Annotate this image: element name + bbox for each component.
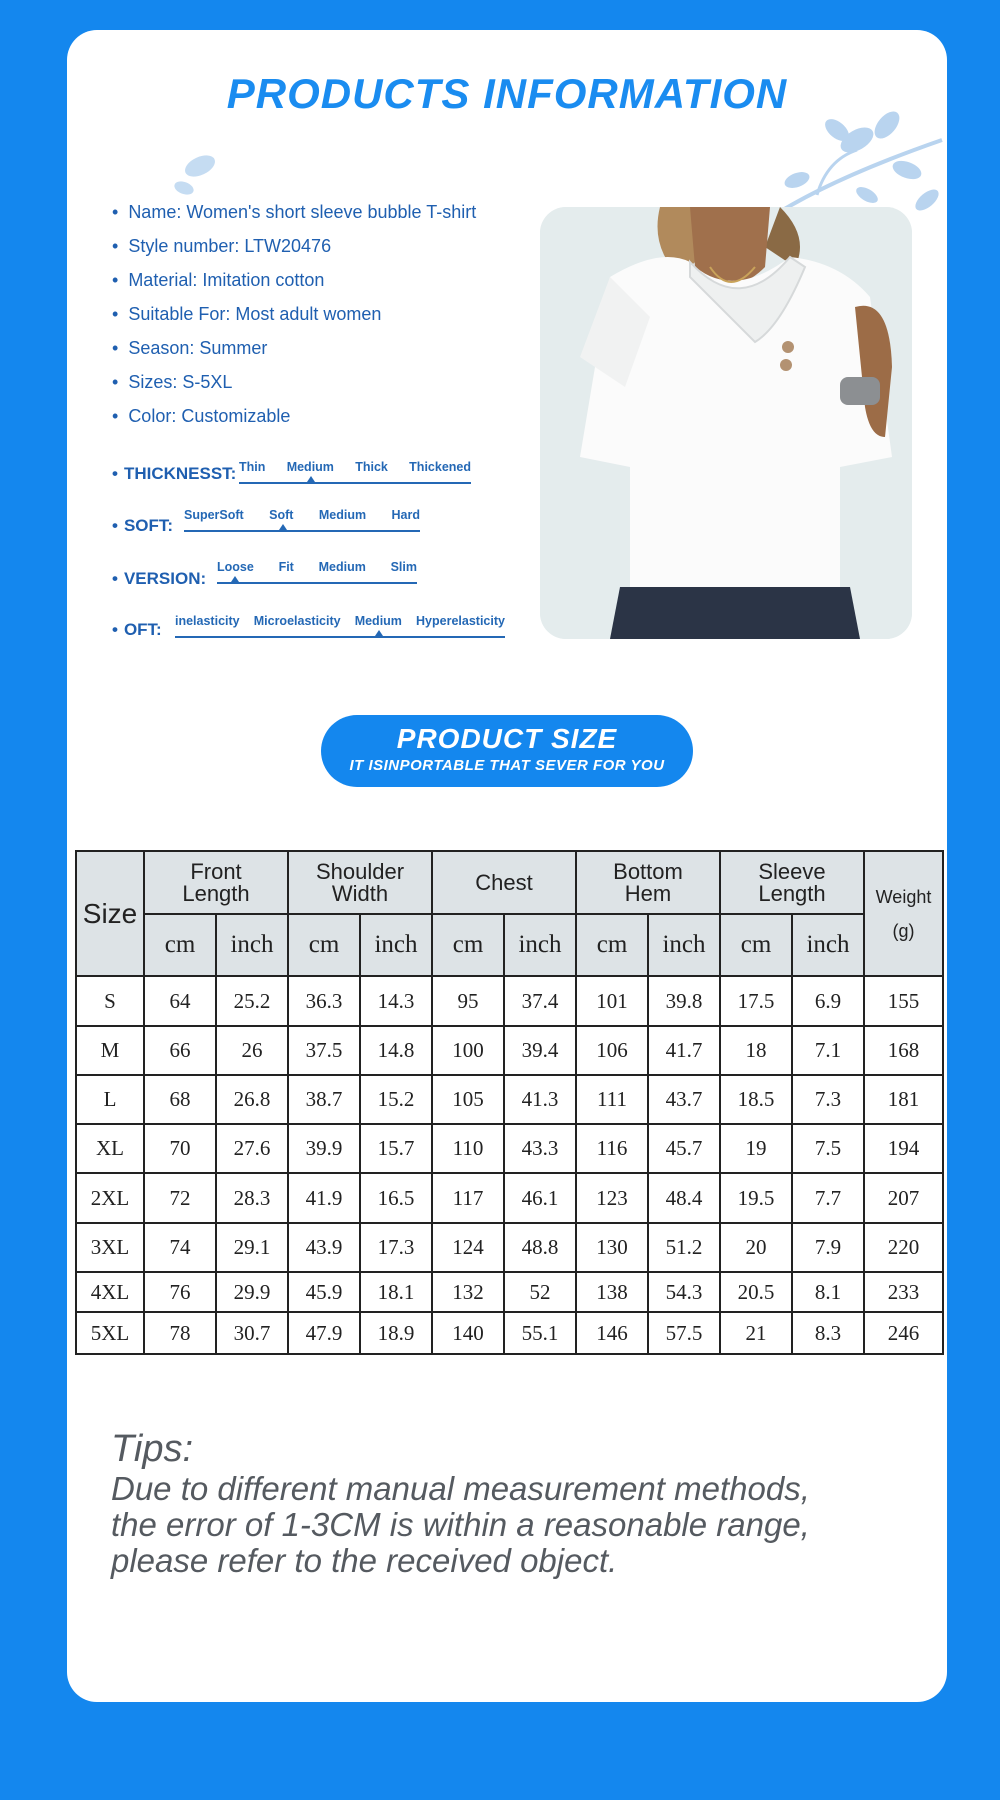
table-cell: 181 xyxy=(864,1075,943,1124)
table-cell: 39.8 xyxy=(648,976,720,1026)
table-cell: 111 xyxy=(576,1075,648,1124)
table-row xyxy=(76,1075,943,1124)
scale-selected-marker xyxy=(375,630,383,636)
size-cell: 4XL xyxy=(76,1272,144,1312)
table-cell: 123 xyxy=(576,1173,648,1223)
table-cell: 41.7 xyxy=(648,1026,720,1075)
table-cell: 46.1 xyxy=(504,1173,576,1223)
scale-thickness-track xyxy=(239,460,471,490)
table-cell: 7.5 xyxy=(792,1124,864,1173)
unit-inch: inch xyxy=(360,914,432,976)
scale-option: Thickened xyxy=(409,460,471,474)
scale-option: Microelasticity xyxy=(253,614,341,628)
table-cell: 17.5 xyxy=(720,976,792,1026)
tips-line: Due to different manual measurement methods, xyxy=(111,1470,810,1507)
table-cell: 39.4 xyxy=(504,1026,576,1075)
table-cell: 70 xyxy=(144,1124,216,1173)
table-cell: 146 xyxy=(576,1312,648,1354)
table-row xyxy=(76,1312,943,1354)
product-info-list xyxy=(112,195,476,433)
woman-tshirt-illustration xyxy=(540,207,912,639)
table-cell: 38.7 xyxy=(288,1075,360,1124)
info-color: • Color: Customizable xyxy=(112,399,476,433)
table-cell: 28.3 xyxy=(216,1173,288,1223)
table-cell: 220 xyxy=(864,1223,943,1272)
scale-line xyxy=(239,482,471,484)
unit-inch: inch xyxy=(504,914,576,976)
page-title: PRODUCTS INFORMATION xyxy=(226,70,788,117)
table-row xyxy=(76,976,943,1026)
table-cell: 36.3 xyxy=(288,976,360,1026)
scale-soft-track xyxy=(184,508,420,538)
table-cell: 78 xyxy=(144,1312,216,1354)
table-cell: 37.5 xyxy=(288,1026,360,1075)
table-cell: 7.7 xyxy=(792,1173,864,1223)
table-cell: 14.3 xyxy=(360,976,432,1026)
table-cell: 168 xyxy=(864,1026,943,1075)
table-cell: 57.5 xyxy=(648,1312,720,1354)
table-cell: 8.3 xyxy=(792,1312,864,1354)
table-row xyxy=(76,1026,943,1075)
table-cell: 105 xyxy=(432,1075,504,1124)
table-cell: 30.7 xyxy=(216,1312,288,1354)
table-cell: 14.8 xyxy=(360,1026,432,1075)
table-cell: 29.9 xyxy=(216,1272,288,1312)
table-cell: 25.2 xyxy=(216,976,288,1026)
table-cell: 37.4 xyxy=(504,976,576,1026)
table-cell: 19 xyxy=(720,1124,792,1173)
table-cell: 8.1 xyxy=(792,1272,864,1312)
scale-selected-marker xyxy=(279,524,287,530)
table-cell: 51.2 xyxy=(648,1223,720,1272)
table-cell: 7.9 xyxy=(792,1223,864,1272)
table-row xyxy=(76,1173,943,1223)
info-name: • Name: Women's short sleeve bubble T-shirt xyxy=(112,195,476,229)
table-cell: 124 xyxy=(432,1223,504,1272)
table-row xyxy=(76,1124,943,1173)
chest-header: Chest xyxy=(432,851,576,914)
product-size-banner xyxy=(321,715,693,787)
table-cell: 18.5 xyxy=(720,1075,792,1124)
unit-inch: inch xyxy=(792,914,864,976)
table-cell: 45.9 xyxy=(288,1272,360,1312)
unit-inch: inch xyxy=(216,914,288,976)
table-row xyxy=(76,1223,943,1272)
size-header: Size xyxy=(76,851,144,976)
table-cell: 106 xyxy=(576,1026,648,1075)
scale-option: Thin xyxy=(239,460,266,474)
table-cell: 48.8 xyxy=(504,1223,576,1272)
table-cell: 101 xyxy=(576,976,648,1026)
table-cell: 68 xyxy=(144,1075,216,1124)
table-cell: 74 xyxy=(144,1223,216,1272)
table-cell: 155 xyxy=(864,976,943,1026)
shoulder-width-header: Shoulder Width xyxy=(288,851,432,914)
product-size-title: PRODUCT SIZE xyxy=(396,723,618,754)
info-suitable-for: • Suitable For: Most adult women xyxy=(112,297,476,331)
scale-option: Hard xyxy=(391,508,420,522)
scale-thickness-label: • THICKNESST: xyxy=(112,464,236,484)
scale-soft-label: • SOFT: xyxy=(112,516,173,536)
scale-option: Loose xyxy=(217,560,254,574)
table-cell: 140 xyxy=(432,1312,504,1354)
table-cell: 26 xyxy=(216,1026,288,1075)
table-cell: 20.5 xyxy=(720,1272,792,1312)
scale-selected-marker xyxy=(231,576,239,582)
front-length-header: Front Length xyxy=(144,851,288,914)
scale-option: Medium xyxy=(318,508,367,522)
table-cell: 17.3 xyxy=(360,1223,432,1272)
info-sizes: • Sizes: S-5XL xyxy=(112,365,476,399)
scale-option: Fit xyxy=(278,560,294,574)
table-cell: 43.3 xyxy=(504,1124,576,1173)
tips-line: please refer to the received object. xyxy=(111,1542,618,1579)
scale-version-track xyxy=(217,560,417,590)
table-cell: 95 xyxy=(432,976,504,1026)
size-cell: S xyxy=(76,976,144,1026)
table-cell: 21 xyxy=(720,1312,792,1354)
table-cell: 100 xyxy=(432,1026,504,1075)
product-photo xyxy=(540,207,912,639)
scale-option: inelasticity xyxy=(175,614,240,628)
size-cell: 2XL xyxy=(76,1173,144,1223)
table-cell: 45.7 xyxy=(648,1124,720,1173)
table-cell: 47.9 xyxy=(288,1312,360,1354)
info-style-number: • Style number: LTW20476 xyxy=(112,229,476,263)
table-cell: 66 xyxy=(144,1026,216,1075)
table-cell: 18 xyxy=(720,1026,792,1075)
unit-cm: cm xyxy=(288,914,360,976)
table-cell: 7.3 xyxy=(792,1075,864,1124)
unit-cm: cm xyxy=(144,914,216,976)
table-cell: 29.1 xyxy=(216,1223,288,1272)
table-row xyxy=(76,1272,943,1312)
table-cell: 16.5 xyxy=(360,1173,432,1223)
product-info-card xyxy=(67,30,947,1702)
scale-option: Hyperelasticity xyxy=(416,614,505,628)
tips-title: Tips: xyxy=(111,1428,194,1470)
table-cell: 27.6 xyxy=(216,1124,288,1173)
table-cell: 20 xyxy=(720,1223,792,1272)
scale-line xyxy=(175,636,505,638)
table-cell: 110 xyxy=(432,1124,504,1173)
scale-option: Medium xyxy=(354,614,402,628)
table-cell: 39.9 xyxy=(288,1124,360,1173)
tips-line: the error of 1-3CM is within a reasonable range, xyxy=(111,1506,810,1543)
table-cell: 43.9 xyxy=(288,1223,360,1272)
scale-elasticity-track xyxy=(175,614,505,644)
table-cell: 117 xyxy=(432,1173,504,1223)
scale-option: Thick xyxy=(355,460,388,474)
table-cell: 26.8 xyxy=(216,1075,288,1124)
table-cell: 43.7 xyxy=(648,1075,720,1124)
table-cell: 18.1 xyxy=(360,1272,432,1312)
bottom-hem-header: Bottom Hem xyxy=(576,851,720,914)
table-cell: 48.4 xyxy=(648,1173,720,1223)
table-cell: 41.3 xyxy=(504,1075,576,1124)
table-cell: 116 xyxy=(576,1124,648,1173)
table-cell: 19.5 xyxy=(720,1173,792,1223)
unit-cm: cm xyxy=(720,914,792,976)
table-cell: 72 xyxy=(144,1173,216,1223)
table-cell: 138 xyxy=(576,1272,648,1312)
unit-inch: inch xyxy=(648,914,720,976)
table-cell: 246 xyxy=(864,1312,943,1354)
size-cell: M xyxy=(76,1026,144,1075)
table-cell: 76 xyxy=(144,1272,216,1312)
table-cell: 132 xyxy=(432,1272,504,1312)
table-cell: 15.2 xyxy=(360,1075,432,1124)
weight-header: Weight (g) xyxy=(864,851,943,976)
info-season: • Season: Summer xyxy=(112,331,476,365)
scale-line xyxy=(184,530,420,532)
size-cell: 3XL xyxy=(76,1223,144,1272)
table-cell: 52 xyxy=(504,1272,576,1312)
table-cell: 41.9 xyxy=(288,1173,360,1223)
scale-option: Soft xyxy=(269,508,294,522)
table-cell: 233 xyxy=(864,1272,943,1312)
table-cell: 130 xyxy=(576,1223,648,1272)
unit-cm: cm xyxy=(576,914,648,976)
scale-option: Slim xyxy=(390,560,417,574)
table-cell: 64 xyxy=(144,976,216,1026)
table-cell: 15.7 xyxy=(360,1124,432,1173)
size-cell: 5XL xyxy=(76,1312,144,1354)
table-cell: 7.1 xyxy=(792,1026,864,1075)
scale-line xyxy=(217,582,417,584)
size-cell: XL xyxy=(76,1124,144,1173)
sleeve-length-header: Sleeve Length xyxy=(720,851,864,914)
table-cell: 54.3 xyxy=(648,1272,720,1312)
scale-version-label: • VERSION: xyxy=(112,569,206,589)
scale-selected-marker xyxy=(307,476,315,482)
scale-option: SuperSoft xyxy=(184,508,244,522)
product-size-subtitle: IT ISINPORTABLE THAT SEVER FOR YOU xyxy=(349,757,665,774)
scale-option: Medium xyxy=(318,560,366,574)
table-cell: 194 xyxy=(864,1124,943,1173)
table-cell: 6.9 xyxy=(792,976,864,1026)
scale-elasticity-label: • OFT: xyxy=(112,620,162,640)
scale-option: Medium xyxy=(286,460,334,474)
unit-cm: cm xyxy=(432,914,504,976)
table-cell: 55.1 xyxy=(504,1312,576,1354)
size-cell: L xyxy=(76,1075,144,1124)
info-material: • Material: Imitation cotton xyxy=(112,263,476,297)
tips-section xyxy=(111,1428,921,1579)
size-chart-table xyxy=(75,850,944,1355)
table-cell: 18.9 xyxy=(360,1312,432,1354)
size-chart-body xyxy=(76,976,943,1354)
table-cell: 207 xyxy=(864,1173,943,1223)
leaf-decoration xyxy=(170,148,230,198)
